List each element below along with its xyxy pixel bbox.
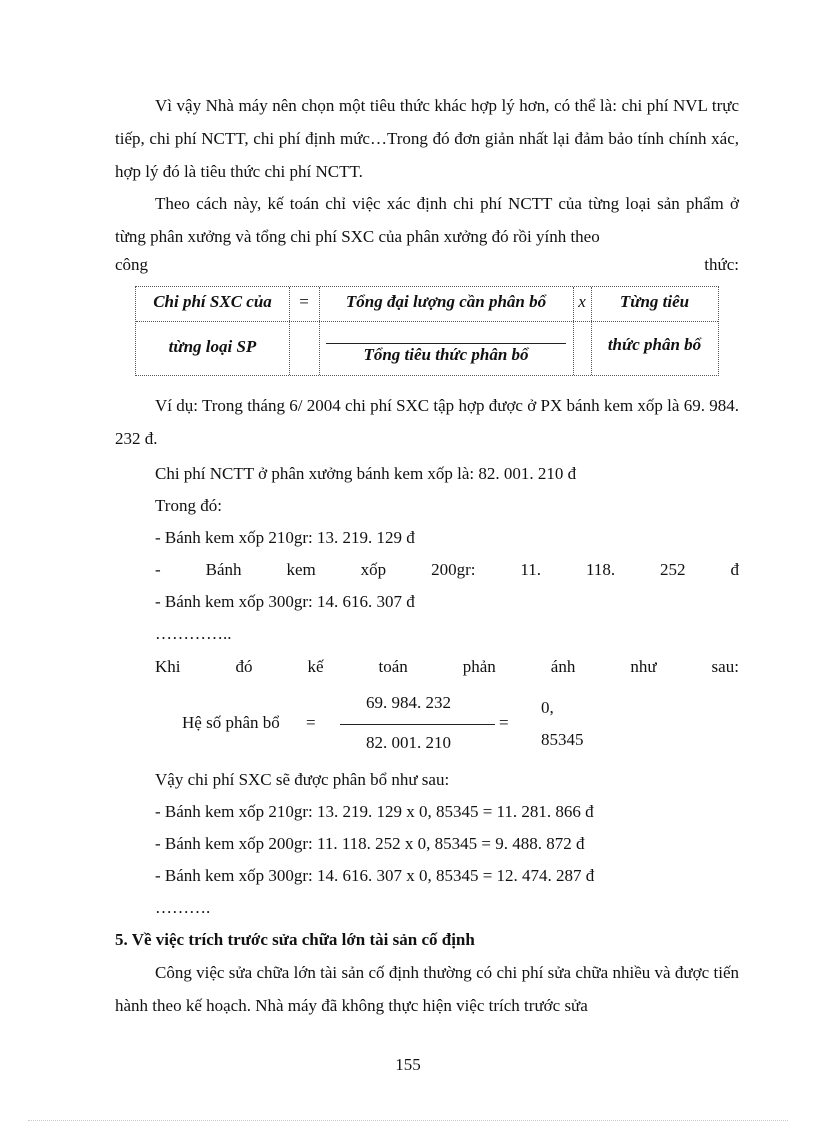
section-body: Công việc sửa chữa lớn tài sản cố định thường có chi phí sửa chữa nhiều và được tiến hành theo kế hoạch. Nhà máy đã không thực hiện việc trích trước sửa <box>115 963 739 1015</box>
coef-fraction-bar <box>340 724 495 725</box>
formula-numerator: Tổng đại lượng cần phân bổ <box>345 292 547 311</box>
formula-denominator: Tổng tiêu thức phân bổ <box>363 345 529 364</box>
word: 252 <box>660 560 686 579</box>
section-heading: 5. Về việc trích trước sửa chữa lớn tài sản cố định <box>115 930 475 949</box>
page-number: 155 <box>395 1055 421 1074</box>
allocation-3: - Bánh kem xốp 300gr: 14. 616. 307 x 0, 85345 = 12. 474. 287 đ <box>155 866 595 885</box>
paragraph-2: Theo cách này, kế toán chỉ việc xác định chi phí NCTT của từng loại sản phẩm ở từng phân xưởng và tổng chi phí SXC của phân xưởng đó rồi yính theo <box>115 194 739 246</box>
word: 200gr: <box>431 560 476 579</box>
allocation-2: - Bánh kem xốp 200gr: 11. 118. 252 x 0, 85345 = 9. 488. 872 đ <box>155 834 585 853</box>
trong-do-label: Trong đó: <box>155 496 222 515</box>
coef-numerator: 69. 984. 232 <box>366 693 451 712</box>
allocation-1: - Bánh kem xốp 210gr: 13. 219. 129 x 0, 85345 = 11. 281. 866 đ <box>155 802 594 821</box>
word: xốp <box>360 560 387 579</box>
word: đ <box>730 560 739 579</box>
word: ánh <box>550 657 576 676</box>
product-item-1: - Bánh kem xốp 210gr: 13. 219. 129 đ <box>155 528 415 547</box>
word: - <box>155 560 161 579</box>
product-item-3: - Bánh kem xốp 300gr: 14. 616. 307 đ <box>155 592 415 611</box>
word: Khi <box>155 657 181 676</box>
paragraph-1: Vì vậy Nhà máy nên chọn một tiêu thức khác hợp lý hơn, có thể là: chi phí NVL trực tiếp, chi phí NCTT, chi phí định mức…Trong đó đơn giản nhất lại đảm bảo tính chính xác, hợp lý đó là tiêu thức chi phí NCTT. <box>115 96 739 181</box>
coef-equals-2: = <box>499 713 509 732</box>
word: thức: <box>704 255 739 274</box>
word: như <box>630 657 657 676</box>
formula-rhs-line2: thức phân bổ <box>607 335 702 354</box>
word: công <box>115 255 149 274</box>
formula-rhs-line1: Từng tiêu <box>619 292 690 311</box>
khi-do-line <box>155 656 739 678</box>
word: sau: <box>711 657 739 676</box>
footer-divider <box>28 1120 788 1121</box>
ellipsis-1: ………….. <box>155 624 232 643</box>
word: 118. <box>585 560 616 579</box>
word: toán <box>378 657 408 676</box>
formula-times: x <box>578 292 586 311</box>
word: Bánh <box>205 560 242 579</box>
coef-equals-1: = <box>306 713 316 732</box>
word: 11. <box>520 560 542 579</box>
formula-lhs-line1: Chi phí SXC của <box>153 292 272 311</box>
example-intro: Ví dụ: Trong tháng 6/ 2004 chi phí SXC tập hợp được ở PX bánh kem xốp là 69. 984. 232 đ. <box>115 396 739 448</box>
ellipsis-2: ………. <box>155 898 211 917</box>
formula-lhs-line2: từng loại SP <box>168 337 257 356</box>
coef-denominator: 82. 001. 210 <box>366 733 451 752</box>
allocation-intro: Vậy chi phí SXC sẽ được phân bổ như sau: <box>155 770 450 789</box>
coef-value-line1: 0, <box>541 698 554 717</box>
word: kế <box>307 657 324 676</box>
paragraph-2-last-line <box>115 255 739 275</box>
product-item-2 <box>155 559 739 581</box>
word: kem <box>286 560 316 579</box>
word: đó <box>235 657 253 676</box>
coef-value-line2: 85345 <box>541 730 584 749</box>
ncct-total: Chi phí NCTT ở phân xưởng bánh kem xốp là: 82. 001. 210 đ <box>155 464 577 483</box>
allocation-formula-table <box>135 286 719 376</box>
formula-fraction-bar <box>326 343 566 344</box>
formula-equals: = <box>299 292 309 311</box>
word: phản <box>462 657 496 676</box>
coef-label: Hệ số phân bổ <box>182 713 280 732</box>
